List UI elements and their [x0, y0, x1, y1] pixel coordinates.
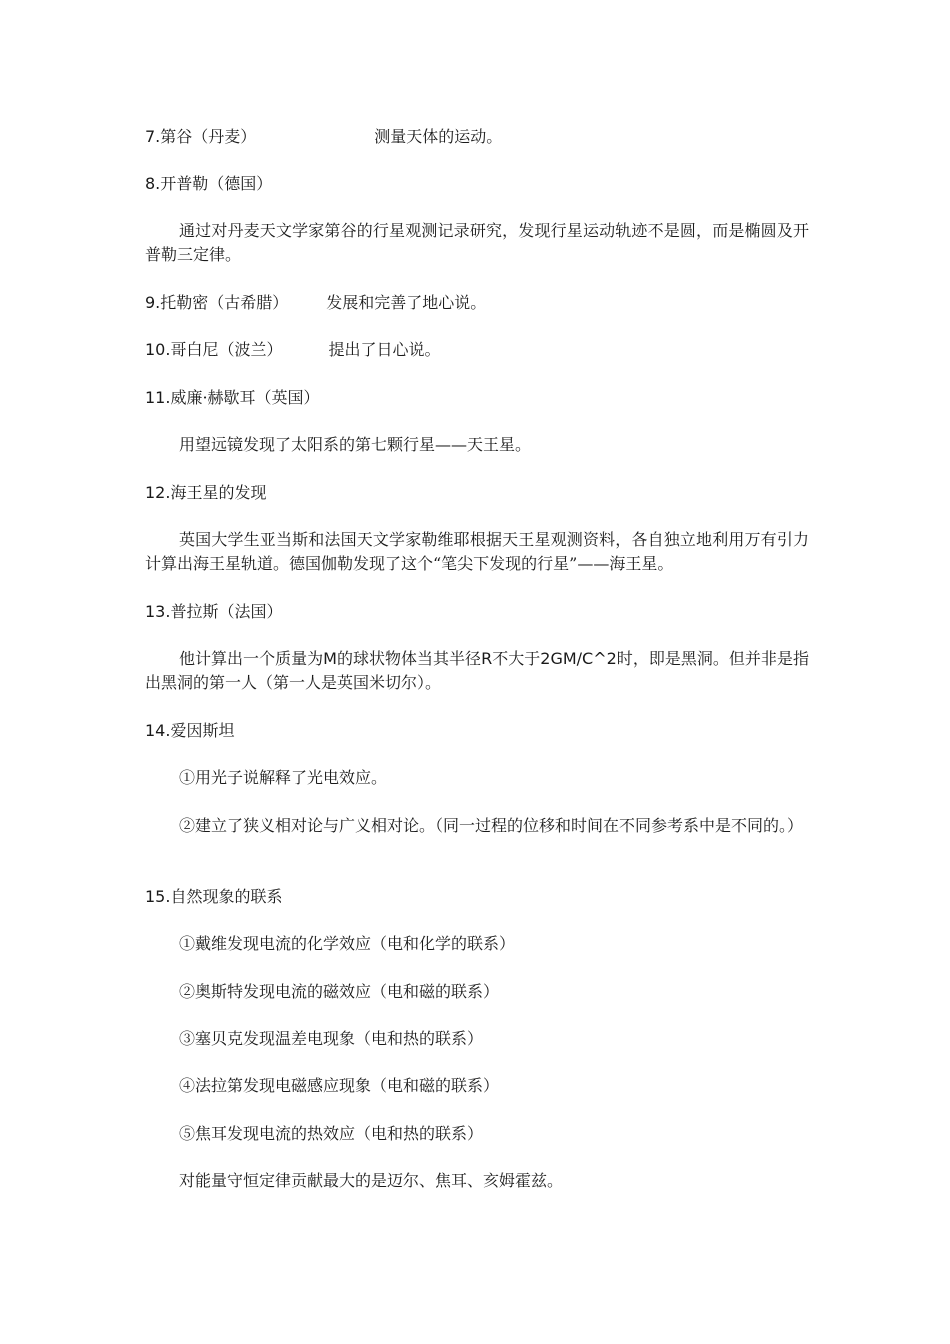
item-11-heading: [145, 386, 320, 409]
item-7-desc: 测量天体的运动。: [374, 127, 503, 146]
item-15-sub-5: ⑤焦耳发现电流的热效应（电和热的联系）: [179, 1124, 484, 1143]
item-15-number: 15.: [145, 887, 171, 906]
item-7: [145, 125, 502, 148]
item-14-number: 14.: [145, 721, 171, 740]
item-8-number: 8.: [145, 174, 161, 193]
item-15-heading: [145, 885, 282, 908]
item-15-sub-3: ③塞贝克发现温差电现象（电和热的联系）: [179, 1029, 484, 1048]
item-12-name: 海王星的发现: [170, 483, 267, 502]
item-7-name: 第谷（丹麦）: [160, 127, 257, 146]
item-10-number: 10.: [145, 340, 171, 359]
item-11-number: 11.: [145, 388, 171, 407]
item-15-sub-2: ②奥斯特发现电流的磁效应（电和磁的联系）: [179, 982, 500, 1001]
item-11-desc: 用望远镜发现了太阳系的第七颗行星——天王星。: [179, 435, 532, 454]
item-10-desc: 提出了日心说。: [328, 340, 441, 359]
item-15-closing: 对能量守恒定律贡献最大的是迈尔、焦耳、亥姆霍兹。: [179, 1171, 564, 1190]
item-15-name: 自然现象的联系: [170, 887, 283, 906]
item-12-number: 12.: [145, 483, 171, 502]
item-9-desc: 发展和完善了地心说。: [326, 293, 487, 312]
item-12-heading: [145, 481, 266, 504]
item-13-name: 普拉斯（法国）: [170, 602, 283, 621]
item-14-sub-2: ②建立了狭义相对论与广义相对论。（同一过程的位移和时间在不同参考系中是不同的。）: [179, 816, 804, 835]
item-13-radius-symbol: R: [481, 649, 493, 668]
item-13-desc-a: 他计算出一个质量为: [179, 649, 324, 668]
item-13-mass-symbol: M: [323, 649, 337, 668]
item-13-number: 13.: [145, 602, 171, 621]
item-13-desc-d: 时，即是黑洞。但并非是指出黑洞的第一人（第一人是英国米切尔）。: [145, 649, 809, 692]
item-8-heading: [145, 172, 272, 195]
item-12-desc: 英国大学生亚当斯和法国天文学家勒维耶根据天王星观测资料，各自独立地利用万有引力计算出海王星轨道。德国伽勒发现了这个“笔尖下发现的行星”——海王星。: [145, 530, 809, 573]
item-10: [145, 338, 440, 361]
item-15-sub-4: ④法拉第发现电磁感应现象（电和磁的联系）: [179, 1076, 500, 1095]
item-15-sub-1: ①戴维发现电流的化学效应（电和化学的联系）: [179, 934, 516, 953]
item-14-sub-1: ①用光子说解释了光电效应。: [179, 768, 388, 787]
item-10-name: 哥白尼（波兰）: [170, 340, 283, 359]
item-13-formula: 2GM/C^2: [540, 649, 617, 668]
item-13-desc-c: 不大于: [492, 649, 541, 668]
item-9: [145, 291, 486, 314]
item-7-number: 7.: [145, 127, 161, 146]
item-9-name: 托勒密（古希腊）: [160, 293, 289, 312]
item-8-name: 开普勒（德国）: [160, 174, 273, 193]
item-13-desc-b: 的球状物体当其半径: [336, 649, 482, 668]
item-13-heading: [145, 600, 282, 623]
item-8-desc: 通过对丹麦天文学家第谷的行星观测记录研究，发现行星运动轨迹不是圆，而是椭圆及开普勒三定律。: [145, 221, 809, 264]
item-11-name: 威廉·赫歇耳（英国）: [170, 388, 320, 407]
item-13-desc: [145, 647, 809, 695]
item-9-number: 9.: [145, 293, 161, 312]
item-14-name: 爱因斯坦: [170, 721, 235, 740]
item-14-heading: [145, 719, 234, 742]
